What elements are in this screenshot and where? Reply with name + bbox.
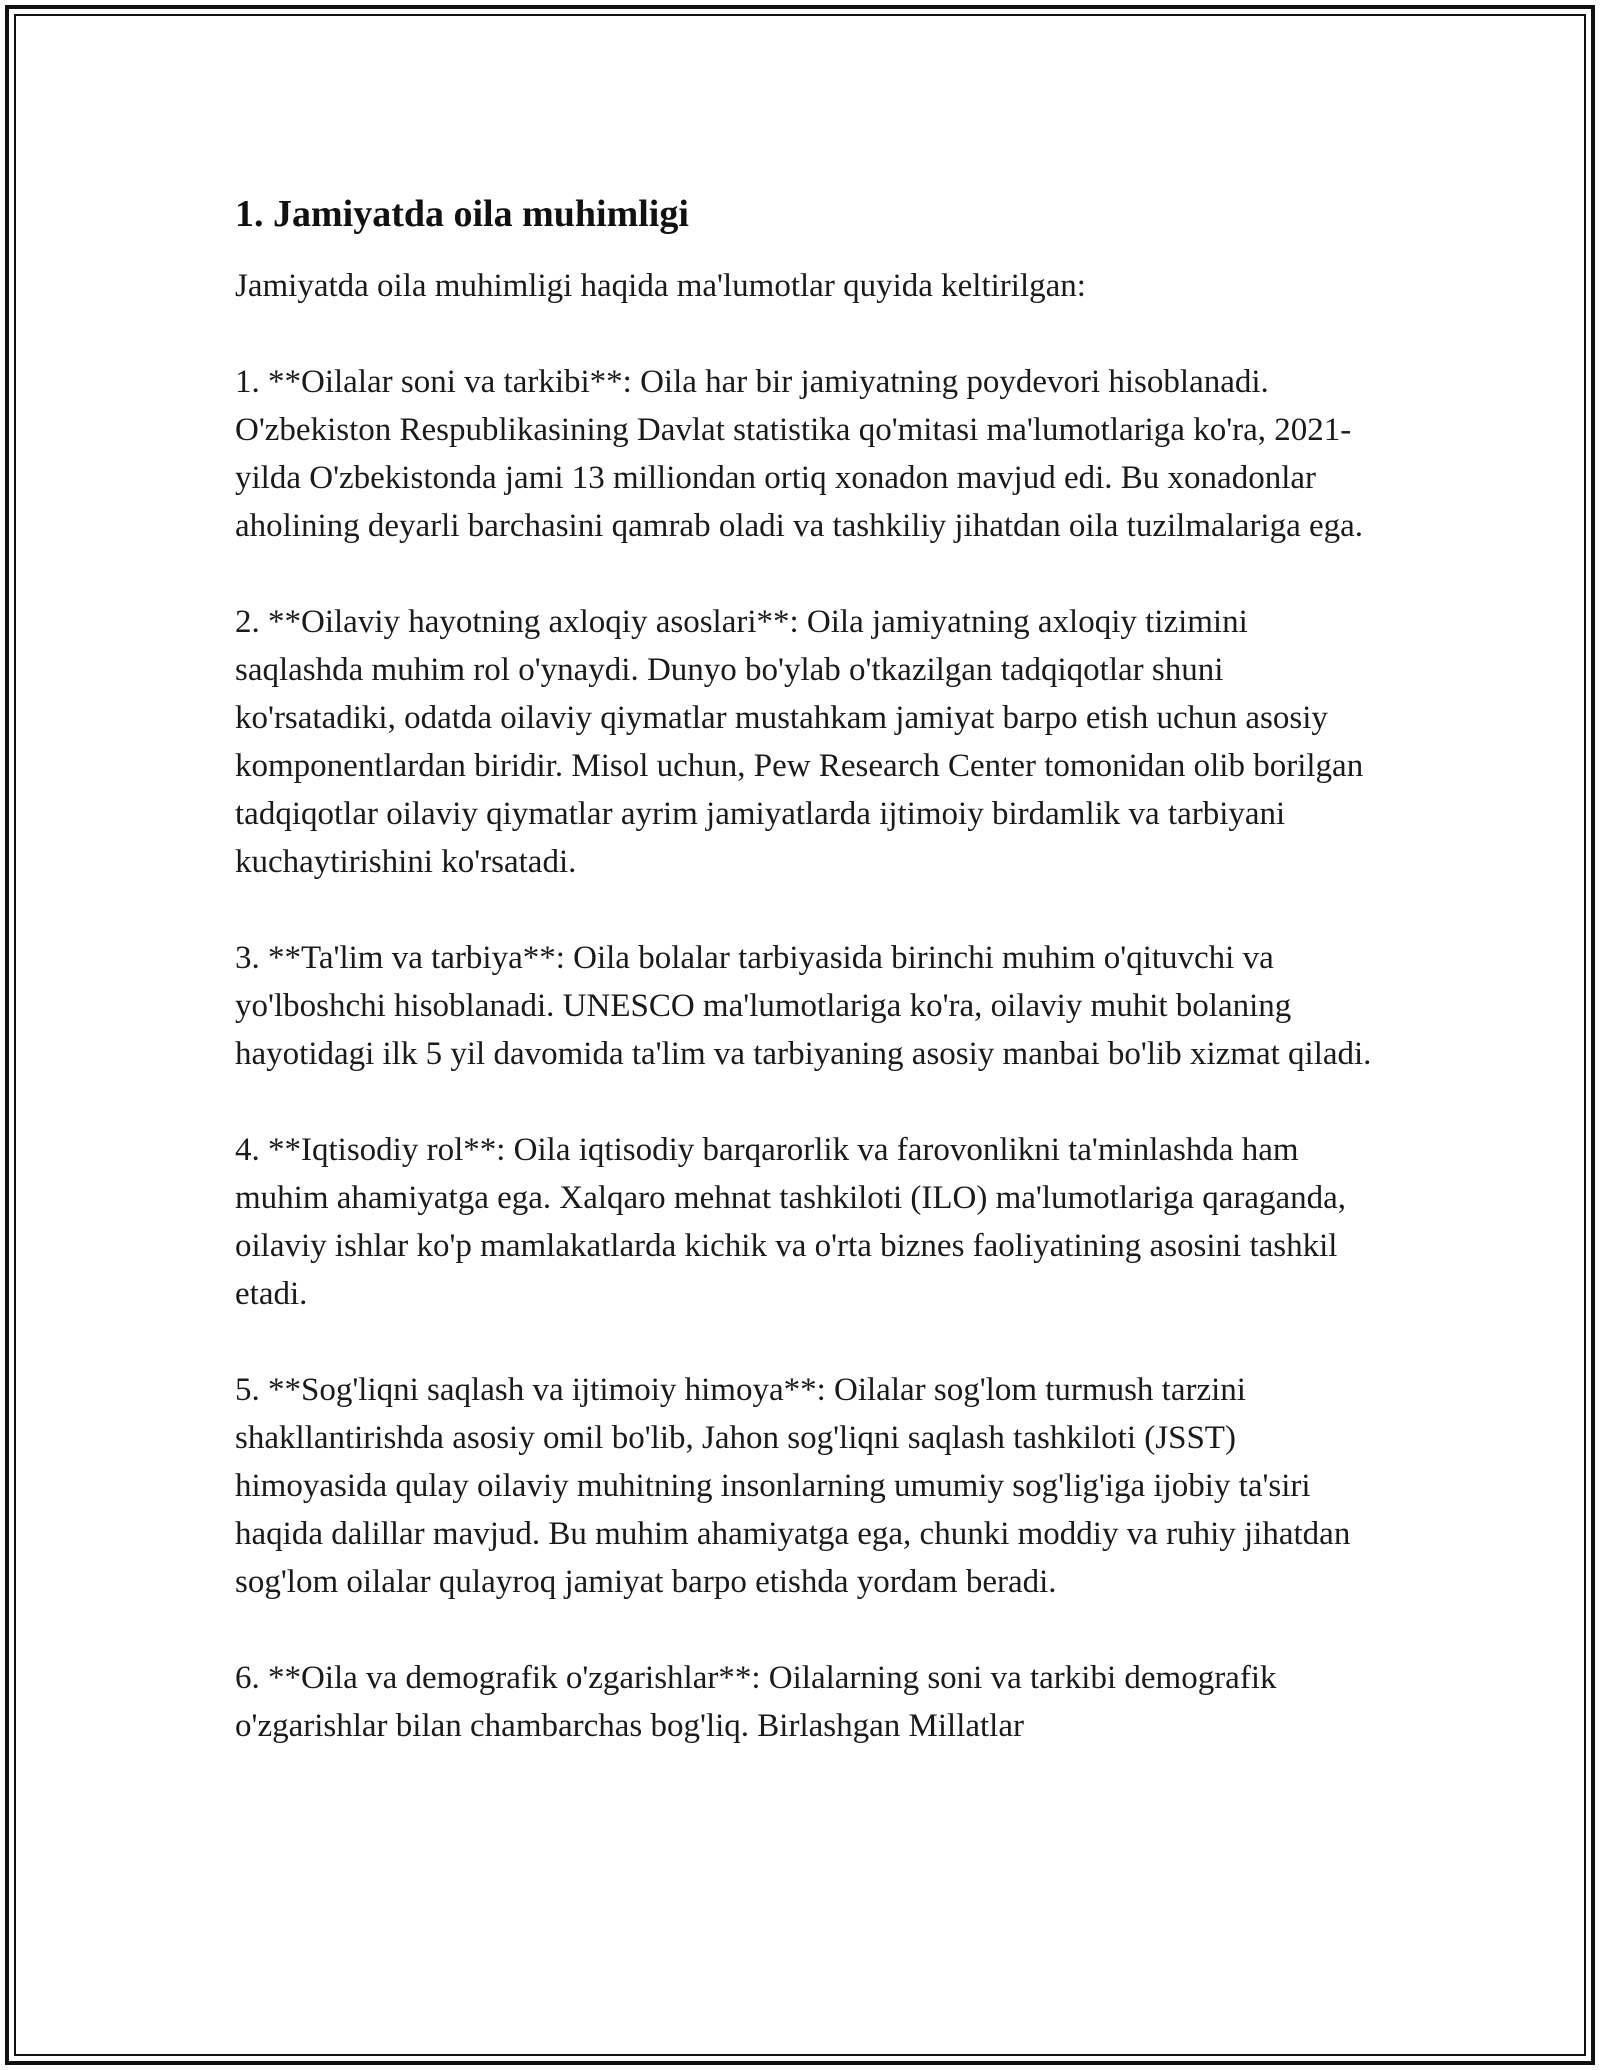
document-body	[235, 186, 1375, 1798]
paragraph-text: 1. **Oilalar soni va tarkibi**: Oila har bir jamiyatning poydevori hisoblanadi. O'zbekiston Respublikasining Davlat statistika qo'mitasi ma'lumotlariga ko'ra, 2021-yilda O'zbekistonda jami 13 milliondan ortiq xonadon mavjud edi. Bu xonadonlar aholining deyarli barchasini qamrab oladi va tashkiliy jihatdan oila tuzilmalariga ega.	[235, 364, 1364, 544]
paragraph-2	[235, 598, 1375, 886]
paragraph-text: 4. **Iqtisodiy rol**: Oila iqtisodiy barqarorlik va farovonlikni ta'minlashda ham muhim ahamiyatga ega. Xalqaro mehnat tashkiloti (ILO) ma'lumotlariga qaraganda, oilaviy ishlar ko'p mamlakatlarda kichik va o'rta biznes faoliyatining asosini tashkil etadi.	[235, 1132, 1347, 1312]
paragraph-text: 3. **Ta'lim va tarbiya**: Oila bolalar tarbiyasida birinchi muhim o'qituvchi va yo'lboshchi hisoblanadi. UNESCO ma'lumotlariga ko'ra, oilaviy muhit bolaning hayotidagi ilk 5 yil davomida ta'lim va tarbiyaning asosiy manbai bo'lib xizmat qiladi.	[235, 940, 1372, 1072]
paragraph-text: 6. **Oila va demografik o'zgarishlar**: Oilalarning soni va tarkibi demografik o'zgarishlar bilan chambarchas bog'liq. Birlashgan Millatlar	[235, 1660, 1277, 1744]
intro-text: Jamiyatda oila muhimligi haqida ma'lumotlar quyida keltirilgan:	[235, 268, 1086, 304]
paragraph-text: 5. **Sog'liqni saqlash va ijtimoiy himoya**: Oilalar sog'lom turmush tarzini shakllantirishda asosiy omil bo'lib, Jahon sog'liqni saqlash tashkiloti (JSST) himoyasida qulay oilaviy muhitning insonlarning umumiy sog'lig'iga ijobiy ta'siri haqida dalillar mavjud. Bu muhim ahamiyatga ega, chunki moddiy va ruhiy jihatdan sog'lom oilalar qulayroq jamiyat barpo etishda yordam beradi.	[235, 1372, 1351, 1600]
section-heading: 1. Jamiyatda oila muhimligi	[235, 193, 689, 235]
paragraph-6	[235, 1654, 1375, 1750]
paragraph-4	[235, 1126, 1375, 1318]
paragraph-text: 2. **Oilaviy hayotning axloqiy asoslari**: Oila jamiyatning axloqiy tizimini saqlashda muhim rol o'ynaydi. Dunyo bo'ylab o'tkazilgan tadqiqotlar shuni ko'rsatadiki, odatda oilaviy qiymatlar mustahkam jamiyat barpo etish uchun asosiy komponentlardan biridir. Misol uchun, Pew Research Center tomonidan olib borilgan tadqiqotlar oilaviy qiymatlar ayrim jamiyatlarda ijtimoiy birdamlik va tarbiyani kuchaytirishini ko'rsatadi.	[235, 604, 1364, 880]
paragraph-3	[235, 934, 1375, 1078]
paragraph-5	[235, 1366, 1375, 1606]
paragraph-1	[235, 358, 1375, 550]
